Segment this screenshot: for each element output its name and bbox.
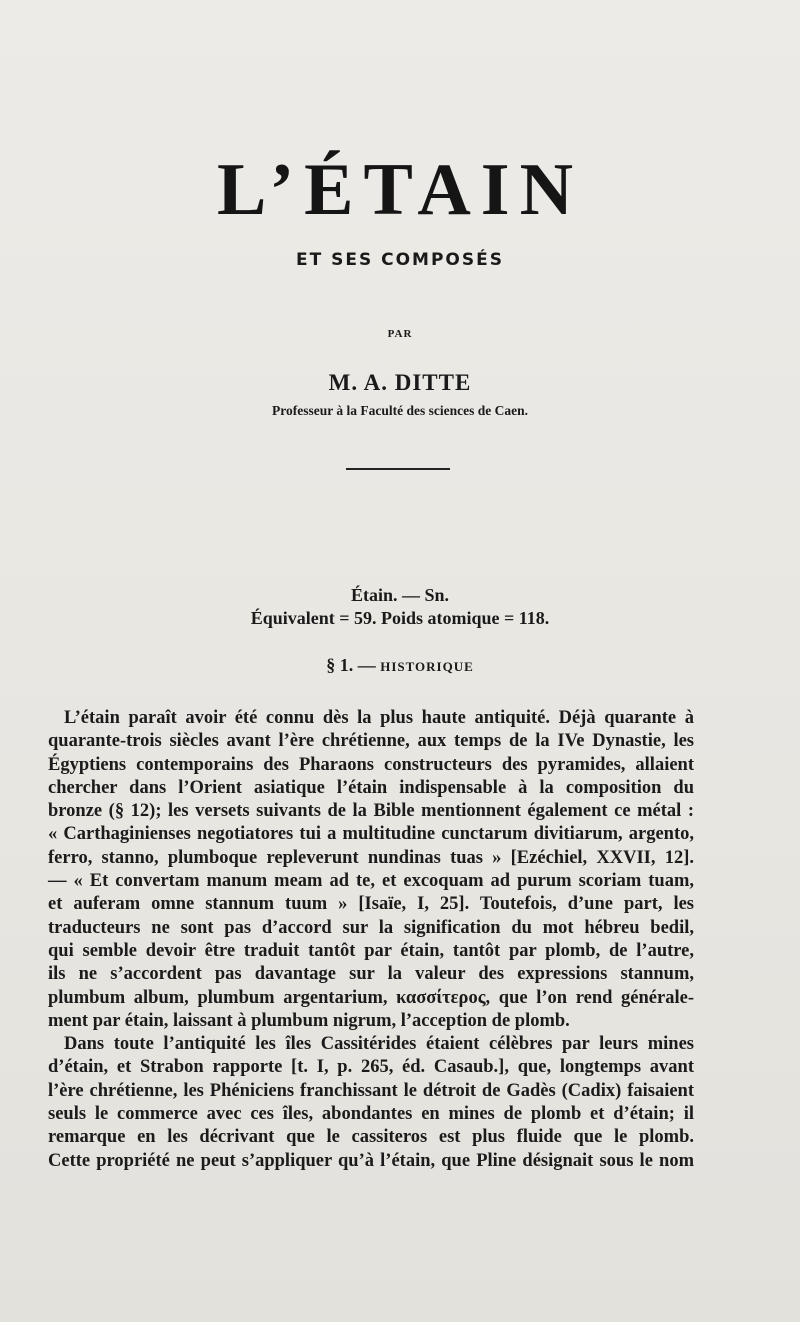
body-line: Égyptiens contemporains des Pharaons constructeurs des pyramides, allaient [48, 754, 694, 775]
body-line: — « Et convertam manum meam ad te, et excoquam ad purum scoriam tuam, [48, 871, 694, 892]
body-text [48, 707, 694, 1173]
body-line: Cette propriété ne peut s’appliquer qu’à l’étain, que Pline désignait sous le nom [48, 1150, 694, 1171]
body-line: qui semble devoir être traduit tantôt par étain, tantôt par plomb, de l’autre, [48, 940, 694, 961]
body-line: remarque en les décrivant que le cassiteros est plus fluide que le plomb. [48, 1127, 694, 1148]
by-label: PAR [387, 328, 413, 340]
page-subtitle: ET SES COMPOSÉS [295, 250, 504, 270]
body-line: traducteurs ne sont pas d’accord sur la signification du mot hébreu bedil, [48, 917, 694, 938]
body-line: quarante-trois siècles avant l’ère chrétienne, aux temps de la IVe Dynastie, les [48, 731, 694, 752]
element-formula: Étain. — Sn. [350, 585, 450, 605]
body-line: L’étain paraît avoir été connu dès la plus haute antiquité. Déjà quarante à [64, 708, 694, 728]
element-equivalent: Équivalent = 59. Poids atomique = 118. [250, 608, 550, 628]
section-label: HISTORIQUE [380, 659, 474, 674]
section-number: § 1. — [326, 655, 376, 675]
body-line: Dans toute l’antiquité les îles Cassitérides étaient célèbres par leurs mines [64, 1034, 694, 1055]
section-heading [0, 655, 800, 676]
author-name: M. A. DITTE [328, 370, 472, 395]
page-title: L’ÉTAIN [216, 149, 584, 231]
divider-rule [346, 468, 450, 470]
body-line: ils ne s’accordent pas davantage sur la valeur des expressions stannum, [48, 964, 694, 985]
body-line: bronze (§ 12); les versets suivants de la Bible mentionnent également ce métal : [48, 801, 694, 822]
body-line: ment par étain, laissant à plumbum nigrum, l’acception de plomb. [48, 1010, 570, 1031]
body-line: d’étain, et Strabon rapporte [t. I, p. 265, éd. Casaub.], que, longtemps avant [48, 1057, 694, 1078]
body-line: l’ère chrétienne, les Phéniciens franchissant le détroit de Gadès (Cadix) faisaient [48, 1080, 694, 1101]
author-affiliation: Professeur à la Faculté des sciences de Caen. [272, 403, 528, 418]
body-line: « Carthaginienses negotiatores tui a multitudine cunctarum divitiarum, argento, [48, 824, 694, 845]
body-line: ferro, stanno, plumboque repleverunt nundinas tuas » [Ezéchiel, XXVII, 12]. [48, 847, 694, 868]
body-line: et auferam omne stannum tuum » [Isaïe, I, 25]. Toutefois, d’une part, les [48, 894, 694, 915]
body-line: chercher dans l’Orient asiatique l’étain indispensable à la composition du [48, 777, 694, 798]
body-line: seuls le commerce avec ces îles, abondantes en mines de plomb et d’étain; il [48, 1104, 694, 1125]
body-line: plumbum album, plumbum argentarium, κασσίτερος, que l’on rend générale- [48, 987, 694, 1008]
